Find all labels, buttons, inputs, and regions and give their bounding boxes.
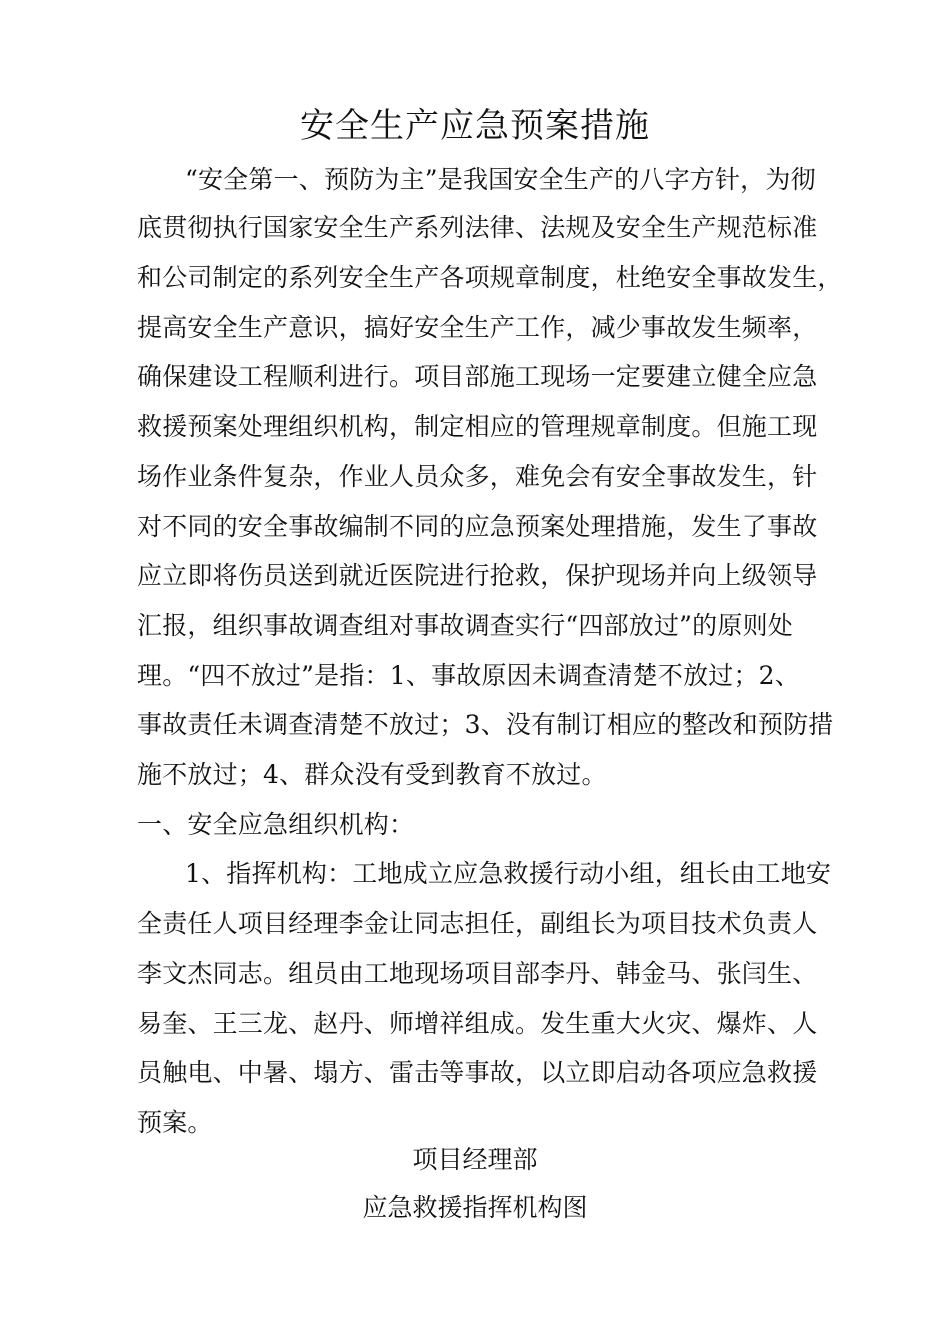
intro-line-9: 应立即将伤员送到就近医院进行抢救，保护现场并向上级领导 [137, 561, 818, 590]
intro-line-2: 底贯彻执行国家安全生产系列法律、法规及安全生产规范标准 [137, 213, 818, 242]
command-line-3: 李文杰同志。组员由工地现场项目部李丹、韩金马、张闫生、 [137, 959, 818, 988]
intro-line-1: “安全第一、预防为主”是我国安全生产的八字方针，为彻 [185, 165, 816, 194]
intro-line-10: 汇报，组织事故调查组对事故调查实行“四部放过”的原则处 [137, 611, 793, 640]
command-line-6: 预案。 [137, 1108, 213, 1137]
command-line-1: 1、指挥机构：工地成立应急救援行动小组，组长由工地安 [185, 859, 832, 888]
section-heading: 一、安全应急组织机构： [137, 810, 415, 839]
intro-line-6: 救援预案处理组织机构，制定相应的管理规章制度。但施工现 [137, 412, 818, 441]
intro-line-4: 提高安全生产意识，搞好安全生产工作，减少事故发生频率， [137, 313, 818, 342]
intro-line-3: 和公司制定的系列安全生产各项规章制度，杜绝安全事故发生， [137, 263, 843, 292]
intro-line-13: 施不放过；4、群众没有受到教育不放过。 [137, 760, 607, 789]
intro-line-7: 场作业条件复杂，作业人员众多，难免会有安全事故发生，针 [137, 462, 818, 491]
chart-caption-line-2: 应急救援指挥机构图 [362, 1193, 588, 1222]
intro-line-11: 理。“四不放过”是指：1、事故原因未调查清楚不放过；2、 [137, 661, 800, 690]
intro-line-12: 事故责任未调查清楚不放过；3、没有制订相应的整改和预防措 [137, 710, 834, 739]
chart-caption-line-1: 项目经理部 [412, 1145, 538, 1174]
command-line-5: 员触电、中暑、塌方、雷击等事故，以立即启动各项应急救援 [137, 1058, 818, 1087]
intro-line-5: 确保建设工程顺利进行。项目部施工现场一定要建立健全应急 [137, 362, 818, 391]
command-line-4: 易奎、王三龙、赵丹、师增祥组成。发生重大火灾、爆炸、人 [137, 1009, 818, 1038]
intro-line-8: 对不同的安全事故编制不同的应急预案处理措施，发生了事故 [137, 512, 818, 541]
command-line-2: 全责任人项目经理李金让同志担任，副组长为项目技术负责人 [137, 909, 818, 938]
document-title: 安全生产应急预案措施 [300, 106, 650, 146]
